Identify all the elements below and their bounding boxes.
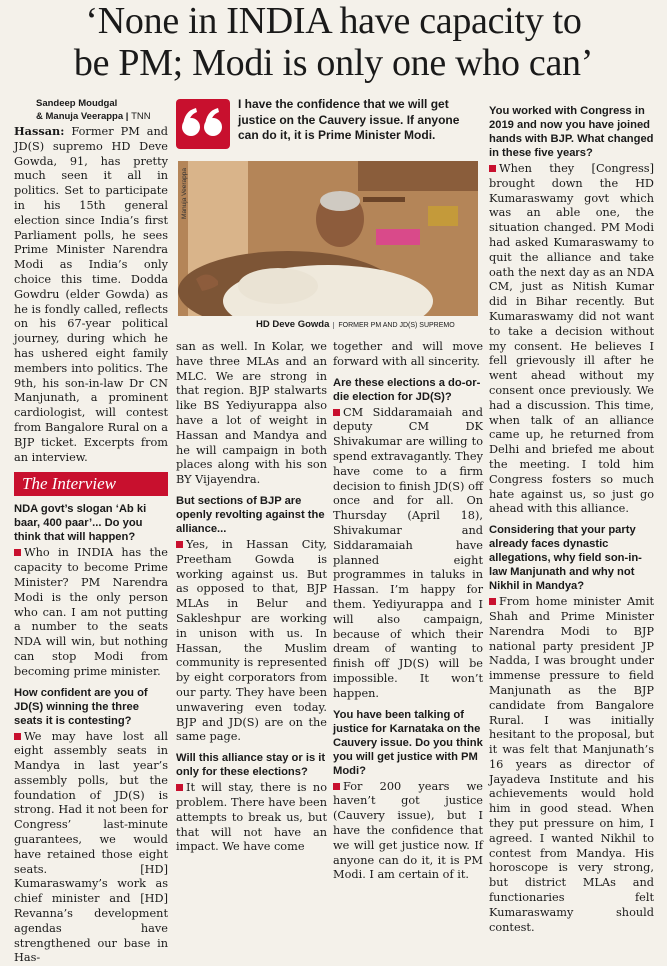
question-7: You worked with Congress in 2019 and now you have joined hands with BJP. What changed in these five years?: [489, 104, 654, 160]
question-1: NDA govt’s slogan ‘Ab ki baar, 400 paar’... Do you think that will happen?: [14, 502, 168, 544]
intro-paragraph: [14, 124, 168, 465]
answer-2-part-2: san as well. In Kolar, we have three MLAs and an MLC. We are strong in that region. BJP stalwarts like BS Yediyurappa also have a lot of weight in Hassan and Mandya and he will campaign in both places along with his son BY Vijayendra.: [176, 340, 327, 488]
portrait-photo: [178, 161, 478, 316]
question-2: How confident are you of JD(S) winning the three seats it is contesting?: [14, 686, 168, 728]
answer-4-part-2: together and will move forward with all sincerity.: [333, 340, 483, 370]
bullet-square-icon: [333, 783, 340, 790]
question-8: Considering that your party already faces dynastic allegations, why field son-in-law Manjunath and why not Nikhil in Mandya?: [489, 523, 654, 593]
bullet-square-icon: [489, 165, 496, 172]
question-6: You have been talking of justice for Karnataka on the Cauvery issue. Do you think you will get justice with PM Modi?: [333, 708, 483, 778]
photo-caption: [256, 319, 455, 330]
answer-6: For 200 years we haven’t got justice (Cauvery issue), but I have the confidence that we will get justice now. If anyone can do it, it is PM Modi. I am certain of it.: [333, 780, 483, 884]
headline-line-1: ‘None in INDIA have capacity to: [0, 0, 667, 42]
bullet-square-icon: [14, 733, 21, 740]
byline-agency: TNN: [131, 111, 151, 122]
bullet-square-icon: [176, 541, 183, 548]
answer-2-part-1: We may have lost all eight assembly seats in Mandya in last year’s assembly polls, but the foundation of JD(S) is strong. Had it not been for Congress’ last-minute guarantees, we would have retained those eight seats. [HD] Kumaraswamy’s work as chief minister and [HD] Revanna’s development agendas have strengthened our base in Has-: [14, 730, 168, 966]
question-3: But sections of BJP are openly revolting against the alliance...: [176, 494, 327, 536]
bullet-square-icon: [14, 549, 21, 556]
column-2: [176, 340, 327, 855]
photo-credit: Manuja Veerappa: [181, 168, 188, 219]
pull-quote-text: I have the confidence that we will get justice on the Cauvery issue. If anyone can do it, it is Prime Minister Modi.: [238, 97, 483, 144]
question-4: Will this alliance stay or is it only for these elections?: [176, 751, 327, 779]
pull-quote: [176, 97, 481, 159]
headline-line-2: be PM; Modi is only one who can’: [0, 42, 667, 84]
byline-author-1: Sandeep Moudgal: [36, 97, 151, 110]
bullet-square-icon: [333, 409, 340, 416]
bullet-square-icon: [489, 598, 496, 605]
column-1: [14, 124, 168, 966]
answer-8: From home minister Amit Shah and Prime Minister Narendra Modi to BJP national party president JP Nadda, I was brought under immense pressure to field Manjunath as the BJP candidate from Bangalore Rural. I was initially hesitant to the proposal, but it was felt that Manjunath’s 16 years as director of Jayadeva Institute and his achievements would hold him in good stead. When they put pressure on him, I agreed. I wanted Nikhil to contest from Mandya. His horoscope is very strong, but district MLAs and functionaries felt Kumaraswamy should contest.: [489, 595, 654, 935]
dateline: Hassan:: [14, 124, 64, 138]
answer-1: Who in INDIA has the capacity to become Prime Minister? PM Narendra Modi is the only person who can. I am not putting a number to the seats NDA will win, but nothing can stop Modi from becoming prime minister.: [14, 546, 168, 679]
question-5: Are these elections a do-or-die election for JD(S)?: [333, 376, 483, 404]
answer-5: CM Siddaramaiah and deputy CM DK Shivakumar are willing to spend extravagantly. They have come to a firm decision to finish JD(S) off once and for all. On Thursday (April 18), Shivakumar and Siddaramaiah have planned eight programmes in taluks in Hassan. I’m happy for them. Yediyurappa and I will also campaign, because of which their dream of wanting to finish off JD(S) will be impossible. It won’t happen.: [333, 406, 483, 702]
byline: Sandeep Moudgal & Manuja Veerappa | TNN: [36, 97, 151, 123]
section-label: The Interview: [14, 472, 168, 496]
column-3: [333, 340, 483, 883]
column-4: [489, 104, 654, 935]
quote-mark-icon: [176, 99, 230, 149]
answer-7: When they [Congress] brought down the HD Kumaraswamy govt which was an able one, the situation changed. PM Modi had asked Kumaraswamy to quit the alliance and take oath the next day as an NDA CM, just as Nitish Kumar did in Bihar recently. But Kumaraswamy did not want to take a decision without my consent. He believes I fell grievously ill after he went ahead without my consent once previously. We had a discussion. This time, when talk of an alliance came up, he returned from Delhi and briefed me about the meeting. I told him Congress fosters so much hate against us, so just go ahead with this alliance.: [489, 162, 654, 517]
caption-name: HD Deve Gowda: [256, 319, 329, 330]
byline-author-2: & Manuja Veerappa: [36, 111, 123, 122]
headline: [0, 0, 667, 84]
answer-3: Yes, in Hassan City, Preetham Gowda is working against us. But as opposed to that, BJP MLAs in Belur and Sakleshpur are working in unison with us. In Hassan, the Muslim community is represented by eight corporators from our party. They have been unwavering even today. BJP and JD(S) are on the same page.: [176, 538, 327, 745]
intro-text: Former PM and JD(S) supremo HD Deve Gowda, 91, has pretty much seen it all in politics. Set to participate in his 15th general election since India’s first Parliament polls, he sees Prime Minister Narendra Modi as India’s only choice this time. Dodda Gowdru (elder Gowda) as he is fondly called, reflects on his 67-year political journey, during which he has ushered eight family members into politics. The 9th, his son-in-law Dr CN Manjunath, a prominent cardiologist, will contest from Bangalore Rural on a BJP ticket. Excerpts from an interview.: [14, 125, 168, 464]
caption-role: FORMER PM AND JD(S) SUPREMO: [333, 322, 454, 329]
bullet-square-icon: [176, 784, 183, 791]
answer-4-part-1: It will stay, there is no problem. There have been attempts to break us, but that will not have an impact. We have come: [176, 781, 327, 855]
